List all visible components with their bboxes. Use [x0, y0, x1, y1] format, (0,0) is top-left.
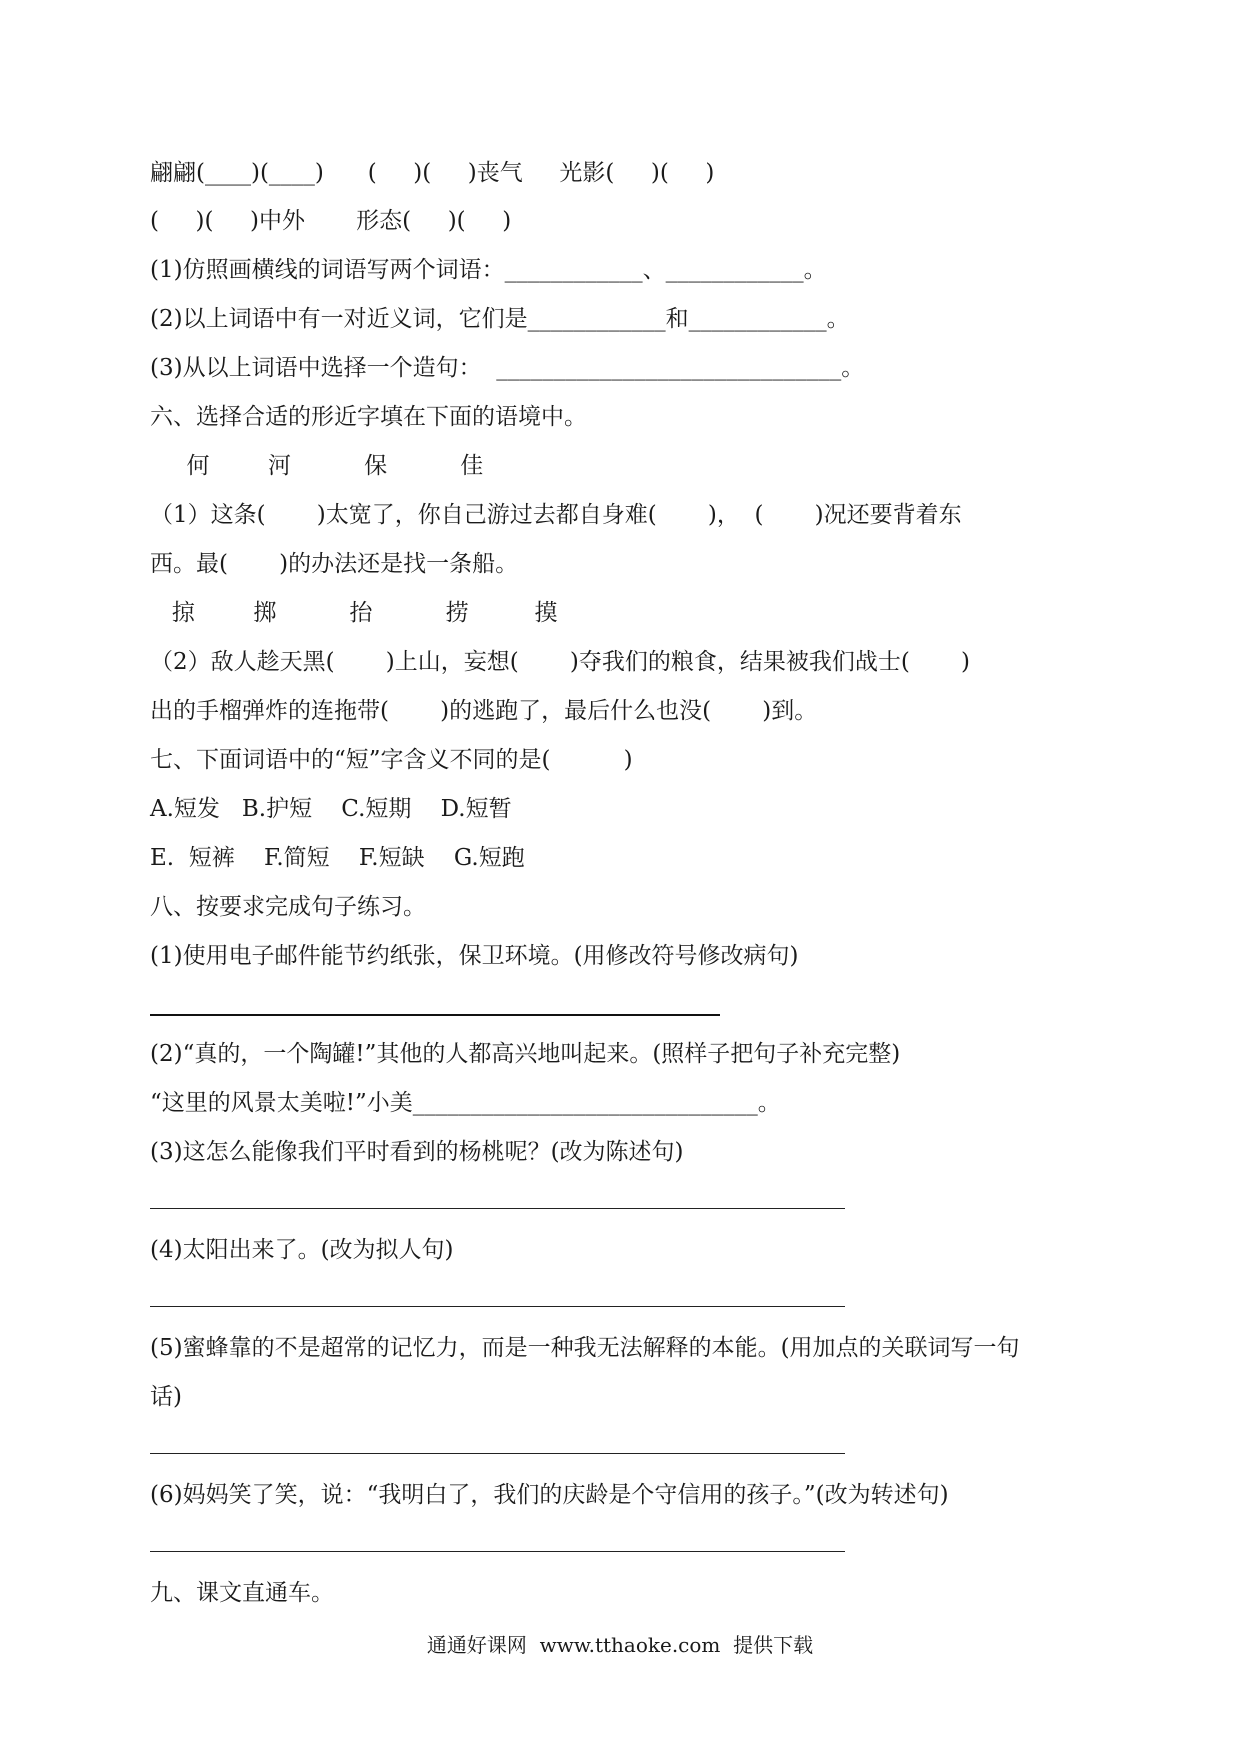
question-5-1: (1)仿照画横线的词语写两个词语：____________、____________。 [150, 257, 827, 283]
section-8-heading: 八、按要求完成句子练习。 [150, 894, 426, 920]
idiom-fill-line-1: 翩翩(____)(____) ( )( )丧气 光影( )( ) [150, 160, 715, 186]
question-8-2-example: “这里的风景太美啦!”小美______________________________。 [150, 1090, 781, 1116]
idiom-fill-line-2: ( )( )中外 形态( )( ) [150, 208, 512, 234]
section-6-char-options-2: 掠 掷 抬 捞 摸 [150, 600, 558, 626]
question-6-2-line-2: 出的手榴弹炸的连拖带( )的逃跑了，最后什么也没( )到。 [150, 698, 818, 724]
answer-line-8-1 [150, 1014, 720, 1016]
section-7-heading: 七、下面词语中的“短”字含义不同的是( ) [150, 747, 633, 773]
section-7-options-row-2: E. 短裤 F.简短 F.短缺 G.短跑 [150, 845, 525, 871]
section-6-char-options-1: 何 河 保 佳 [150, 453, 484, 479]
question-8-6: (6)妈妈笑了笑，说：“我明白了，我们的庆龄是个守信用的孩子。”(改为转述句) [150, 1482, 949, 1508]
answer-line-8-6 [150, 1551, 845, 1552]
question-8-1: (1)使用电子邮件能节约纸张，保卫环境。(用修改符号修改病句) [150, 943, 799, 969]
question-8-3: (3)这怎么能像我们平时看到的杨桃呢？(改为陈述句) [150, 1139, 684, 1165]
question-8-5-line-1: (5)蜜蜂靠的不是超常的记忆力，而是一种我无法解释的本能。(用加点的关联词写一句 [150, 1335, 1020, 1361]
question-8-2: (2)“真的，一个陶罐!”其他的人都高兴地叫起来。(照样子把句子补充完整) [150, 1041, 901, 1067]
answer-line-8-3 [150, 1208, 845, 1209]
question-6-1-line-1: （1）这条( )太宽了，你自己游过去都自身难( )， ( )况还要背着东 [150, 502, 962, 528]
question-8-5-line-2: 话) [150, 1384, 182, 1410]
answer-line-8-4 [150, 1306, 845, 1307]
answer-line-8-5 [150, 1453, 845, 1454]
section-6-heading: 六、选择合适的形近字填在下面的语境中。 [150, 404, 587, 430]
question-8-4: (4)太阳出来了。(改为拟人句) [150, 1237, 454, 1263]
question-5-3: (3)从以上词语中选择一个造句： ______________________________。 [150, 355, 865, 381]
question-5-2: (2)以上词语中有一对近义词，它们是____________和____________。 [150, 306, 850, 332]
section-9-heading: 九、课文直通车。 [150, 1580, 334, 1606]
question-6-2-line-1: （2）敌人趁天黑( )上山，妄想( )夺我们的粮食，结果被我们战士( ) [150, 649, 971, 675]
page-footer: 通通好课网 www.tthaoke.com 提供下载 [426, 1633, 814, 1657]
section-7-options-row-1: A.短发 B.护短 C.短期 D.短暂 [150, 796, 512, 822]
question-6-1-line-2: 西。最( )的办法还是找一条船。 [150, 551, 519, 577]
